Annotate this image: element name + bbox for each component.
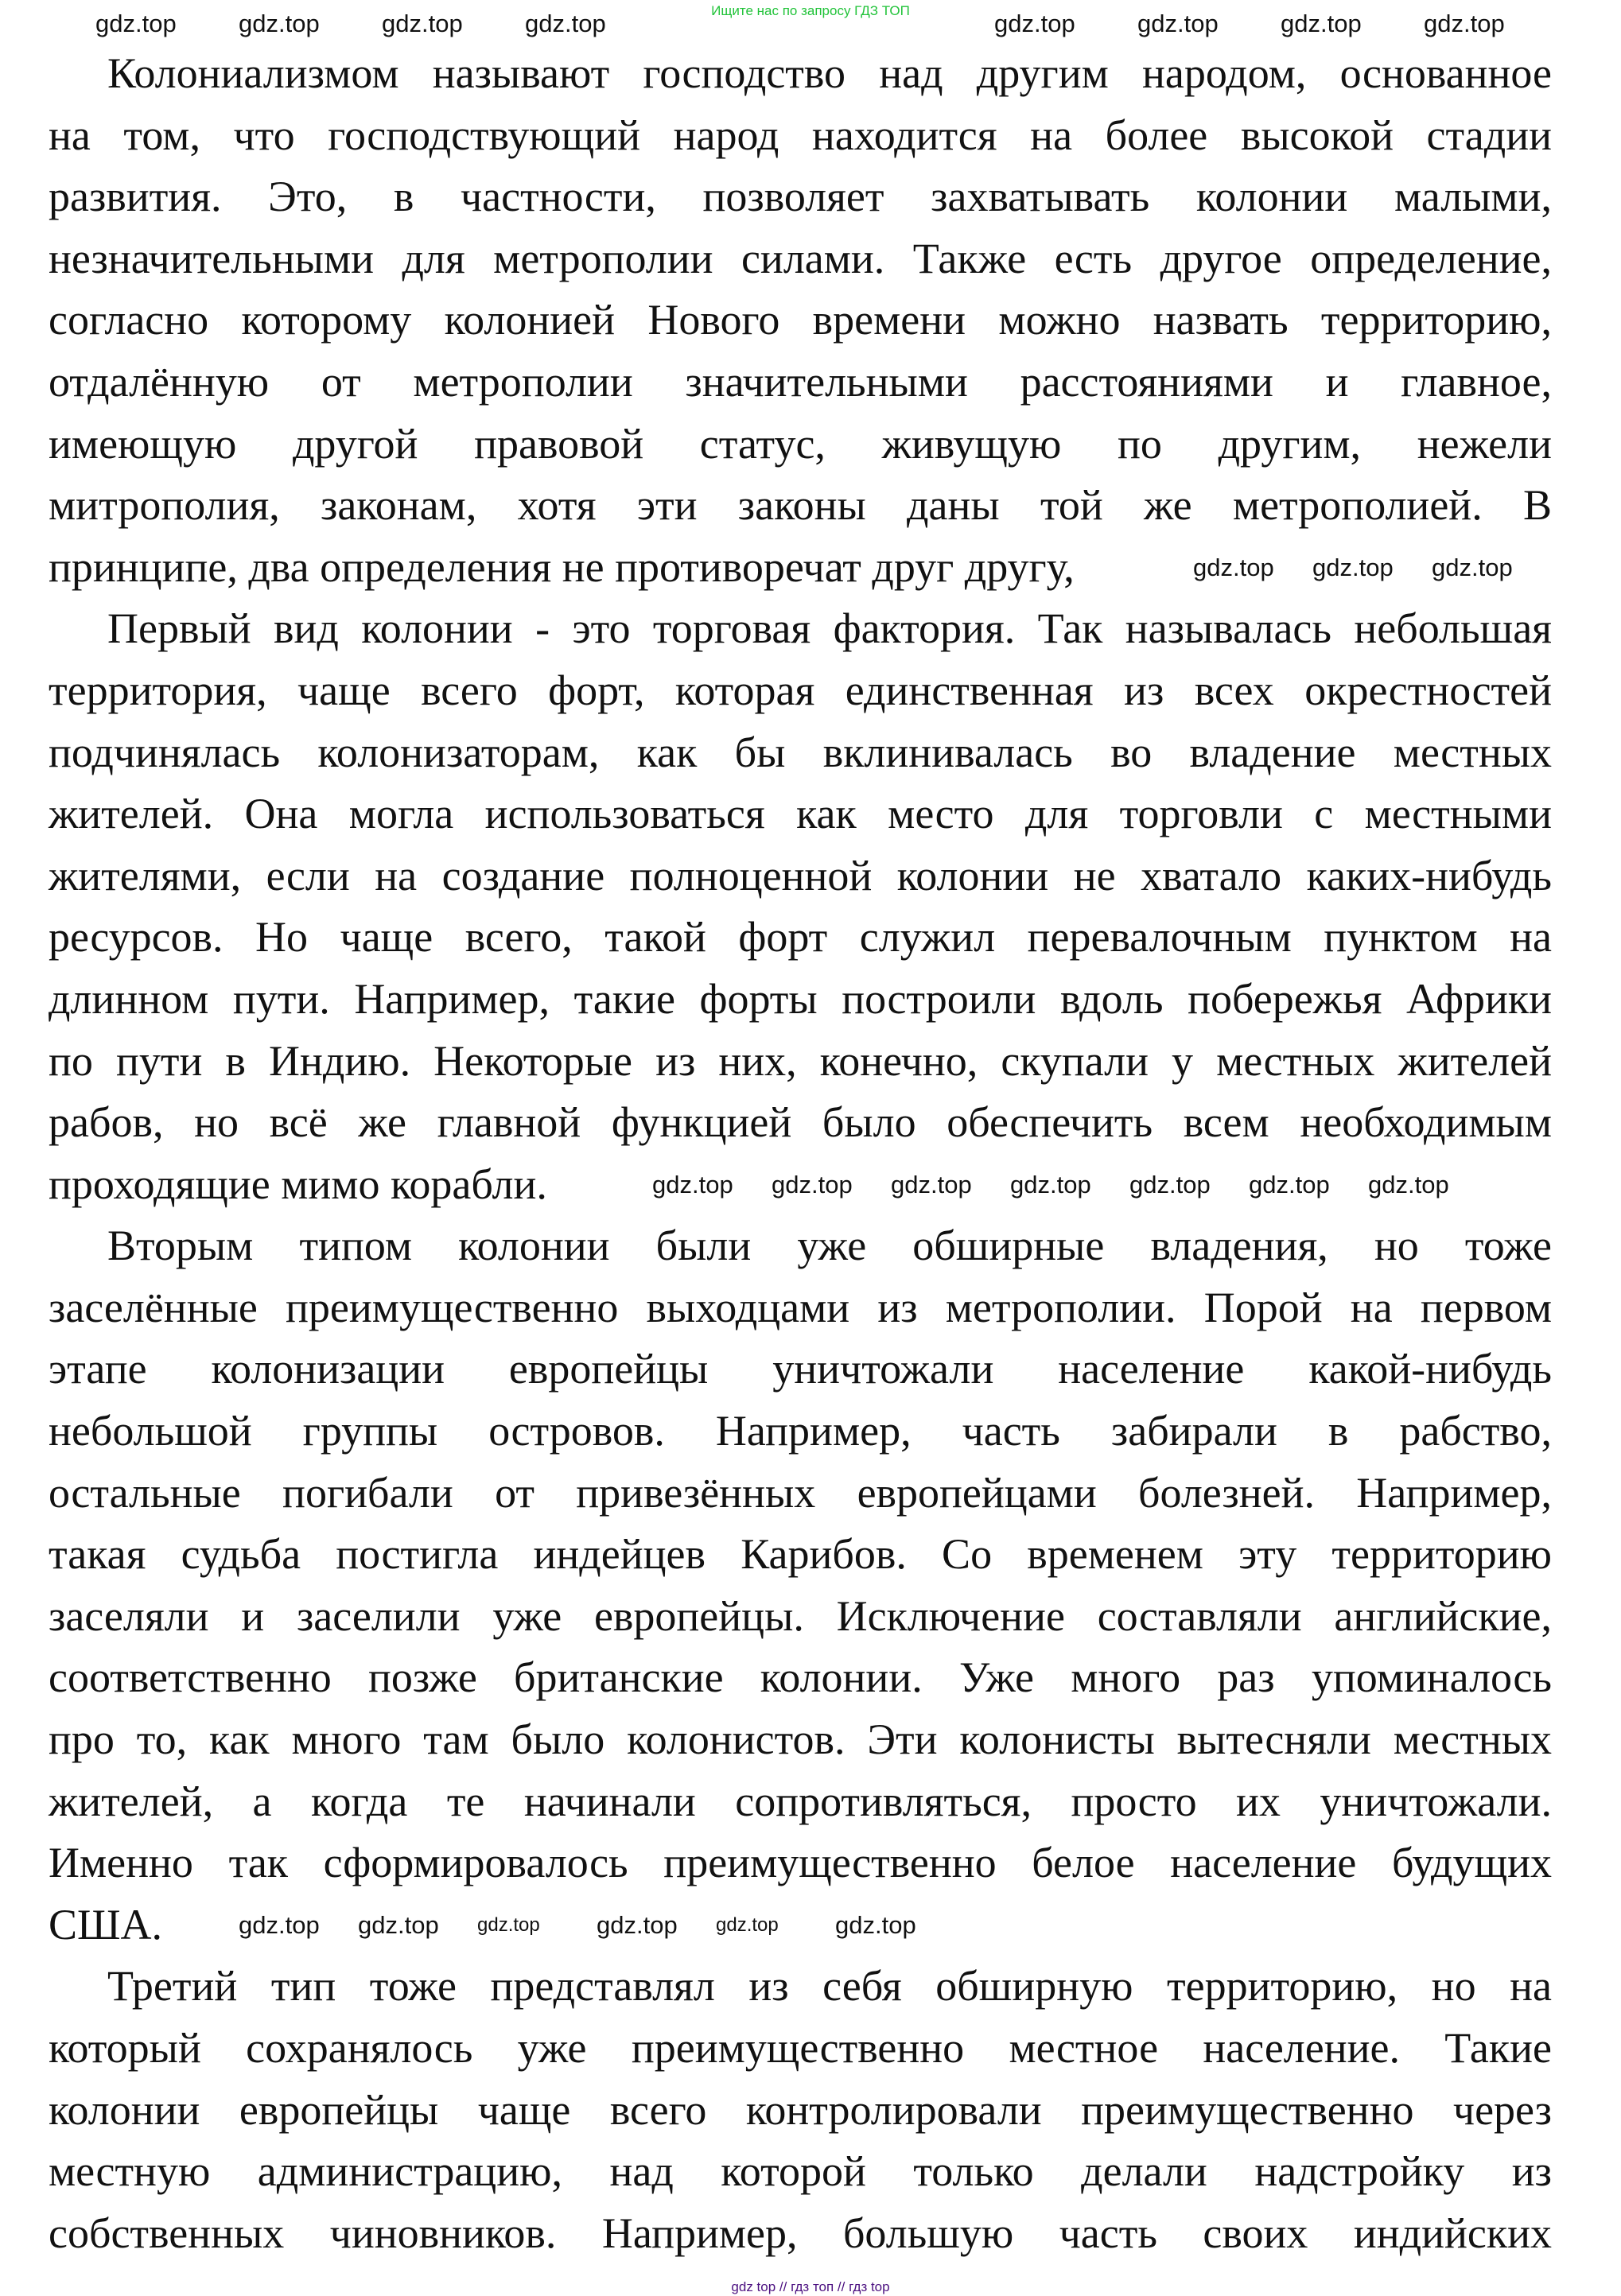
text-line: местную администрацию, над которой только делали надстройку из: [49, 2147, 1552, 2196]
gdz-watermark: gdz.top: [525, 10, 606, 37]
text-line: на том, что господствующий народ находится на более высокой стадии: [49, 111, 1552, 159]
text-line: соответственно позже британские колонии. Уже много раз упоминалось: [49, 1653, 1552, 1702]
text-line: отдалённую от метрополии значительными расстояниями и главное,: [49, 357, 1552, 406]
text-line: Колониализмом называют господство над другим народом, основанное: [107, 49, 1552, 97]
text-line: собственных чиновников. Например, большую часть своих индийских: [49, 2209, 1552, 2257]
text-line: Именно так сформировалось преимущественно белое население будущих: [49, 1839, 1552, 1887]
gdz-watermark: gdz.top: [1137, 10, 1219, 37]
text-line: колонии европейцы чаще всего контролировали преимущественно через: [49, 2085, 1552, 2134]
gdz-watermark: gdz.top: [1010, 1170, 1091, 1199]
text-line: Вторым типом колонии были уже обширные владения, но тоже: [107, 1222, 1552, 1270]
text-line: рабов, но всё же главной функцией было обеспечить всем необходимым: [49, 1098, 1552, 1147]
gdz-watermark: gdz.top: [1249, 1170, 1330, 1199]
gdz-watermark: gdz.top: [1312, 553, 1394, 581]
gdz-watermark: gdz.top: [716, 1914, 779, 1936]
text-line: принципе, два определения не противоречат друг другу,: [49, 542, 1075, 591]
gdz-watermark: gdz.top: [994, 10, 1075, 37]
text-line: развития. Это, в частности, позволяет захватывать колонии малыми,: [49, 173, 1552, 221]
gdz-watermark: gdz.top: [358, 1911, 439, 1939]
gdz-watermark: gdz.top: [477, 1914, 540, 1936]
gdz-watermark: gdz.top: [891, 1170, 972, 1199]
text-line: который сохранялось уже преимущественно местное население. Такие: [49, 2024, 1552, 2072]
gdz-watermark: gdz.top: [95, 10, 177, 37]
text-line: США.: [49, 1900, 162, 1948]
text-line: имеющую другой правовой статус, живущую по другим, нежели: [49, 419, 1552, 468]
gdz-watermark: gdz.top: [1432, 553, 1513, 581]
text-line: небольшой группы островов. Например, часть забирали в рабство,: [49, 1407, 1552, 1455]
text-line: этапе колонизации европейцы уничтожали население какой-нибудь: [49, 1345, 1552, 1393]
gdz-watermark: gdz.top: [597, 1911, 678, 1939]
gdz-watermark: gdz.top: [239, 1911, 320, 1939]
text-line: такая судьба постигла индейцев Карибов. Со временем эту территорию: [49, 1530, 1552, 1579]
text-line: территория, чаще всего форт, которая единственная из всех окрестностей: [49, 666, 1552, 714]
gdz-watermark: gdz.top: [239, 10, 320, 37]
text-line: заселённые преимущественно выходцами из метрополии. Порой на первом: [49, 1283, 1552, 1331]
text-line: согласно которому колонией Нового времени можно назвать территорию,: [49, 296, 1552, 344]
gdz-watermark: gdz.top: [652, 1170, 733, 1199]
text-line: остальные погибали от привезённых европейцами болезней. Например,: [49, 1468, 1552, 1517]
gdz-watermark: gdz.top: [835, 1911, 916, 1939]
text-line: жителями, если на создание полноценной колонии не хватало каких-нибудь: [49, 851, 1552, 899]
text-line: проходящие мимо корабли.: [49, 1160, 547, 1208]
text-line: жителей, а когда те начинали сопротивляться, просто их уничтожали.: [49, 1777, 1552, 1825]
gdz-watermark: gdz.top: [1281, 10, 1362, 37]
text-line: митрополия, законам, хотя эти законы даны той же метрополией. В: [49, 481, 1552, 530]
gdz-watermark: gdz.top: [382, 10, 463, 37]
gdz-watermark: gdz.top: [1129, 1170, 1211, 1199]
gdz-watermark: gdz.top: [1424, 10, 1505, 37]
text-line: незначительными для метрополии силами. Также есть другое определение,: [49, 234, 1552, 282]
text-line: по пути в Индию. Некоторые из них, конечно, скупали у местных жителей: [49, 1036, 1552, 1085]
text-line: заселяли и заселили уже европейцы. Исключение составляли английские,: [49, 1591, 1552, 1640]
text-line: жителей. Она могла использоваться как место для торговли с местными: [49, 790, 1552, 838]
text-line: Третий тип тоже представлял из себя обширную территорию, но на: [107, 1962, 1552, 2010]
footer-watermark: gdz top // гдз топ // гдз top: [731, 2279, 890, 2294]
gdz-watermark: gdz.top: [772, 1170, 853, 1199]
text-line: длинном пути. Например, такие форты построили вдоль побережья Африки: [49, 974, 1552, 1023]
search-hint-banner: Ищите нас по запросу ГДЗ ТОП: [711, 3, 910, 18]
gdz-watermark: gdz.top: [1368, 1170, 1449, 1199]
text-line: Первый вид колонии - это торговая фактория. Так называлась небольшая: [107, 604, 1552, 653]
text-line: про то, как много там было колонистов. Эти колонисты вытесняли местных: [49, 1715, 1552, 1764]
text-line: подчинялась колонизаторам, как бы вклинивалась во владение местных: [49, 728, 1552, 776]
gdz-watermark: gdz.top: [1193, 553, 1274, 581]
text-line: ресурсов. Но чаще всего, такой форт служил перевалочным пунктом на: [49, 913, 1552, 962]
